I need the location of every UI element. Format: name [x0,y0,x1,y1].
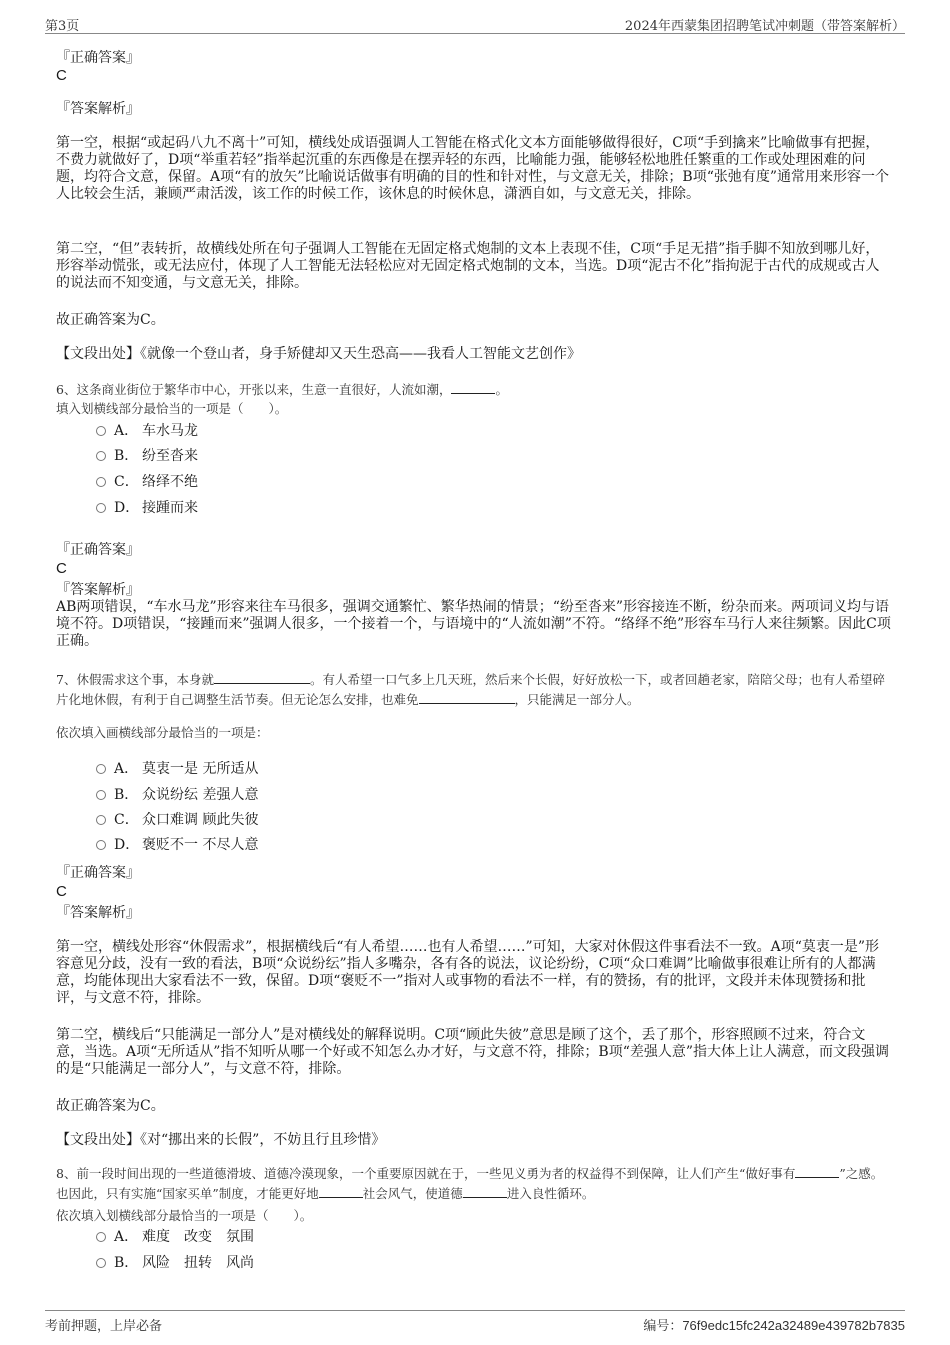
footer-slogan: 考前押题，上岸必备 [45,1319,163,1334]
radio-icon[interactable] [96,790,106,800]
radio-icon[interactable] [96,477,106,487]
q6-correct-answer-label: 『正确答案』 [56,542,140,558]
radio-icon[interactable] [96,815,106,825]
q8-prompt: 依次填入划横线部分最恰当的一项是（ ）。 [56,1208,313,1223]
q7-blank-1 [214,670,310,684]
q5-correct-answer-label: 『正确答案』 [56,50,140,66]
radio-icon[interactable] [96,764,106,774]
q7-analysis-para2: 第二空，横线后“只能满足一部分人”是对横线处的解释说明。C项“顾此失彼”意思是顾了这个，丢了那个，形容照顾不过来，符合文意，当选。A项“无所适从”指不知听从哪一个好或不知怎么办才好，与文意不符，排除；B项“差强人意”指大体上让人满意，而文段强调的是“只能满足一部分人”，与文意不符，排除。 [56,1027,890,1077]
page-header [45,14,905,34]
q5-analysis-para2: 第二空，“但”表转折，故横线处所在句子强调人工智能在无固定格式炮制的文本上表现不佳，C项“手足无措”指手脚不知放到哪儿好，形容举动慌张，或无法应付，体现了人工智能无法轻松应对无固定格式炮制的文本，当选。D项“泥古不化”指拘泥于古代的成规或古人的说法而不知变通，与文意无关，排除。 [56,241,880,291]
radio-icon[interactable] [96,451,106,461]
q8-option-a[interactable]: A． 难度 改变 氛围 [96,1229,254,1246]
source-title: 《就像一个登山者，身手矫健却又天生恐高——我看人工智能文艺创作》 [140,346,581,362]
q8-stem: 8、前一段时间出现的一些道德滑坡、道德冷漠现象，一个重要原因就在于，一些见义勇为者的权益得不到保障，让人们产生“做好事有 ”之感。也因此，只有实施“国家买单”制度，才能更好地 社会风气，使道德 进入良性循环。 [56,1166,884,1201]
q7-prompt: 依次填入画横线部分最恰当的一项是： [56,725,269,740]
q7-stem: 7、休假需求这个事，本身就 。有人希望一口气多上几天班，然后来个长假，好好放松一下，或者回趟老家，陪陪父母；也有人希望碎片化地休假，有利于自己调整生活节奏。但无论怎么安排，也难免 ，只能满足一部分人。 [56,672,885,707]
q7-conclusion: 故正确答案为C。 [56,1098,165,1114]
q6-correct-answer: C [56,560,67,577]
q5-correct-answer: C [56,67,67,84]
q5-conclusion: 故正确答案为C。 [56,312,165,328]
q6-option-c[interactable]: C． 络绎不绝 [96,474,198,491]
q7-correct-answer-label: 『正确答案』 [56,865,140,881]
radio-icon[interactable] [96,426,106,436]
q8-option-b[interactable]: B． 风险 扭转 风尚 [96,1255,254,1272]
source-label: 【文段出处】 [56,346,140,362]
q6-stem: 6、这条商业街位于繁华市中心，开张以来，生意一直很好，人流如潮， 。 [56,382,508,397]
q7-option-a[interactable]: A． 莫衷一是 无所适从 [96,761,258,778]
page-footer [45,1310,905,1334]
radio-icon[interactable] [96,1232,106,1242]
q6-option-a[interactable]: A． 车水马龙 [96,423,198,440]
source-label: 【文段出处】 [56,1132,140,1148]
page-number: 第3页 [45,19,80,34]
document-title: 2024年西蒙集团招聘笔试冲刺题（带答案解析） [624,19,905,34]
radio-icon[interactable] [96,503,106,513]
q6-prompt: 填入划横线部分最恰当的一项是（ ）。 [56,401,288,416]
q7-analysis-label: 『答案解析』 [56,905,140,921]
q8-blank-1 [795,1164,839,1178]
q6-option-d[interactable]: D． 接踵而来 [96,500,198,517]
q6-analysis: AB两项错误，“车水马龙”形容来往车马很多，强调交通繁忙、繁华热闹的情景；“纷至沓来”形容接连不断，纷杂而来。两项词义均与语境不符。D项错误，“接踵而来”强调人很多，一个接着一个，与语境中的“人流如潮”不符。“络绎不绝”形容车马行人来往频繁。因此C项正确。 [56,599,891,649]
q7-option-c[interactable]: C． 众口难调 顾此失彼 [96,812,258,829]
q7-analysis-para1: 第一空，横线处形容“休假需求”，根据横线后“有人希望……也有人希望……”可知，大家对休假这件事看法不一致。A项“莫衷一是”形容意见分歧，没有一致的看法，B项“众说纷纭”指人多嘴杂，各有各的说法，议论纷纷，C项“众口难调”比喻做事很难让所有的人都满意，均能体现出大家看法不一致，保留。D项“褒贬不一”指对人或事物的看法不一样，有的赞扬，有的批评，文段并未体现赞扬和批评，与文意不符，排除。 [56,939,880,1006]
q6-option-b[interactable]: B． 纷至沓来 [96,448,198,465]
document-code: 编号：76f9edc15fc242a32489e439782b7835 [643,1318,905,1334]
q7-source [56,1132,892,1149]
q8-blank-2 [319,1184,363,1198]
q7-blank-2 [419,690,515,704]
q7-option-d[interactable]: D． 褒贬不一 不尽人意 [96,837,258,854]
source-title: 《对“挪出来的长假”，不妨且行且珍惜》 [140,1132,386,1148]
q5-source [56,346,892,363]
q8-blank-3 [463,1184,507,1198]
q7-option-b[interactable]: B． 众说纷纭 差强人意 [96,787,258,804]
q5-analysis-label: 『答案解析』 [56,101,140,117]
radio-icon[interactable] [96,1258,106,1268]
q6-blank [451,380,495,394]
q5-analysis-para1: 第一空，根据“或起码八九不离十”可知，横线处成语强调人工智能在格式化文本方面能够做得很好，C项“手到擒来”比喻做事有把握，不费力就做好了，D项“举重若轻”指举起沉重的东西像是在摆弄轻的东西，比喻能力强，能够轻松地胜任繁重的工作或处理困难的问题，均符合文意，保留。A项“有的放矢”比喻说话做事有明确的目的性和针对性，与文意无关，排除；B项“张弛有度”通常用来形容一个人比较会生活，兼顾严肃活泼，该工作的时候工作，该休息的时候休息，潇洒自如，与文意无关，排除。 [56,135,890,202]
q7-correct-answer: C [56,883,67,900]
q6-analysis-label: 『答案解析』 [56,582,140,598]
radio-icon[interactable] [96,840,106,850]
